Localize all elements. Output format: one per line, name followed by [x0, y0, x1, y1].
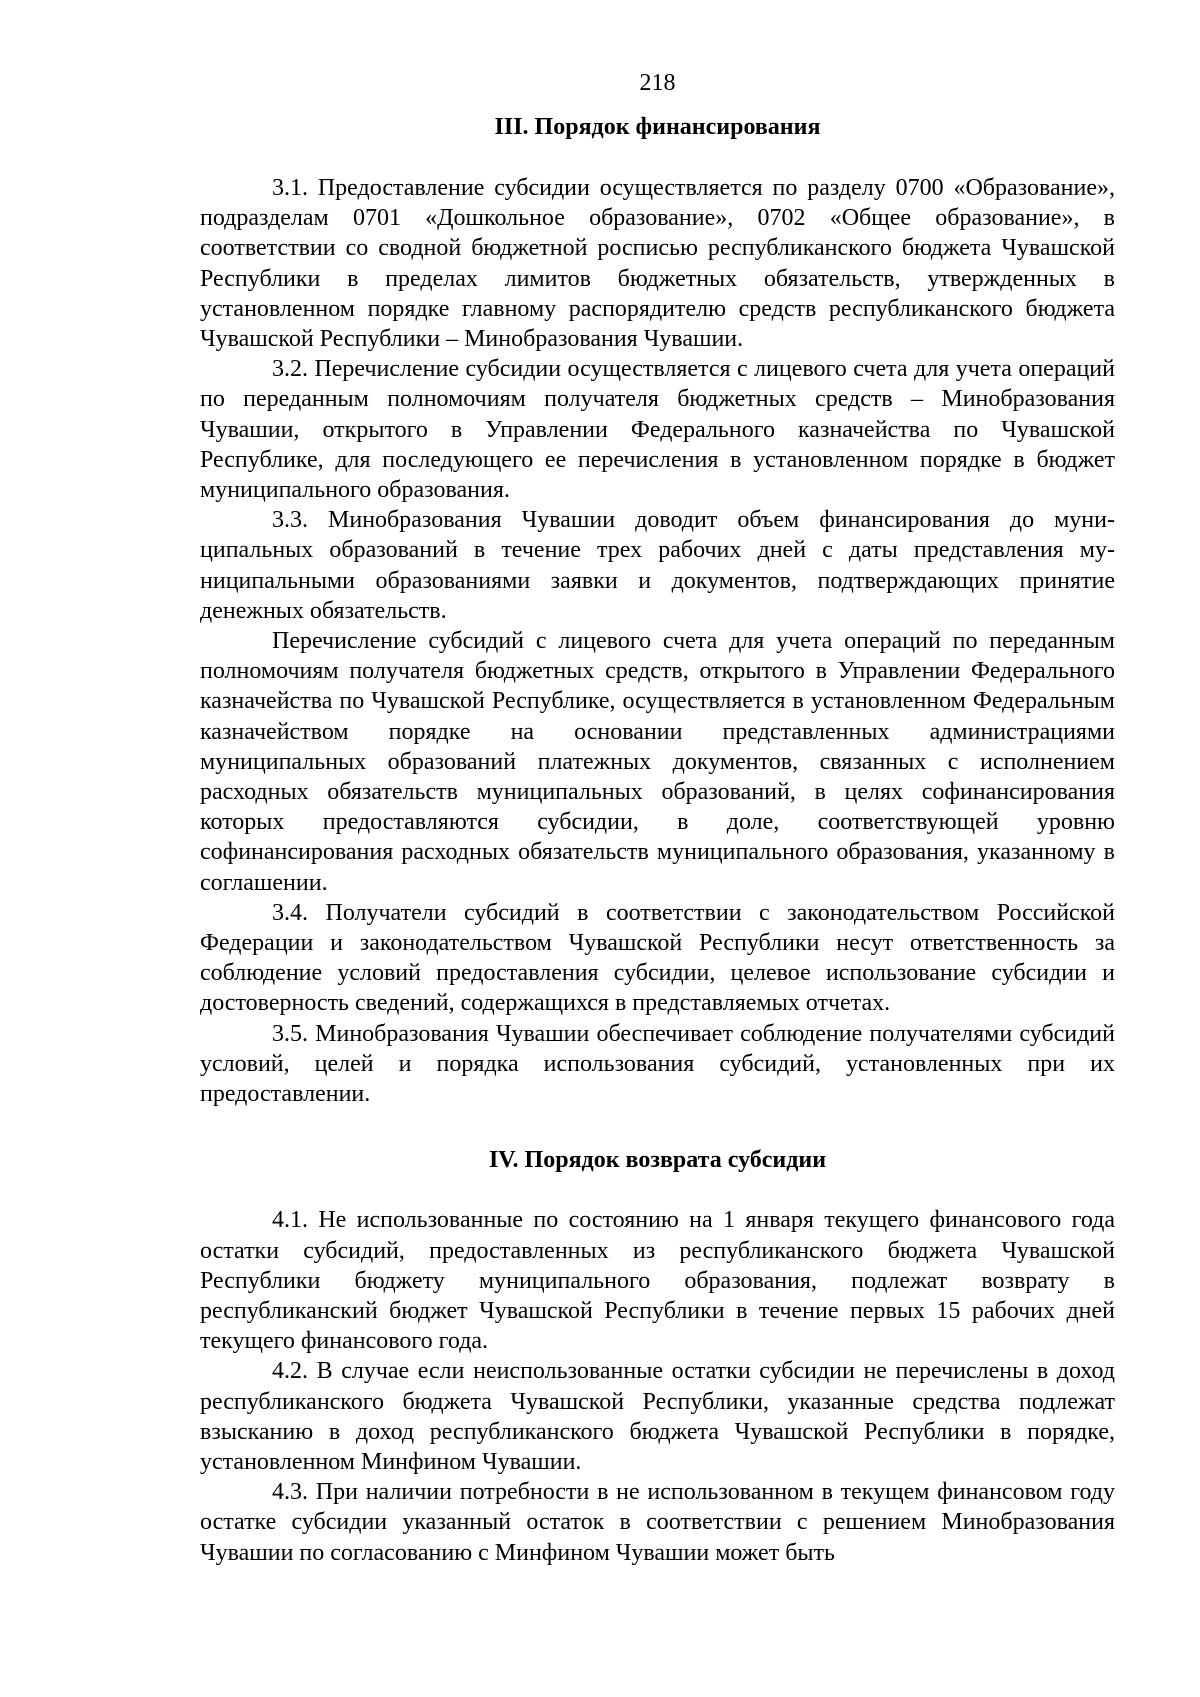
paragraph-3-2: 3.2. Перечисление субсидии осуществляется с лицевого счета для учета операций по переданным полномочиям получателя бюджетных средств – Минобразования Чувашии, открытого в Управлении Федерального казначейства по Чувашской Республике, для последующего ее перечисления в установленном порядке в бюджет муниципального образования. — [200, 356, 1115, 504]
document-page — [200, 68, 1115, 1568]
page-number: 218 — [639, 70, 676, 96]
paragraph-4-3: 4.3. При наличии потребности в не использованном в текущем финансовом году остатке субсидии указанный остаток в соответствии с решением Минобразования Чувашии по согласованию с Минфином Чувашии может быть — [200, 1479, 1115, 1566]
section-heading-financing: III. Порядок финансирования — [494, 114, 821, 140]
paragraph-4-1: 4.1. Не использованные по состоянию на 1 января текущего финансового года остатки субсидий, предоставленных из республиканского бюджета Чувашской Республики бюджету муниципального образования, подлежат возврату в республиканский бюджет Чувашской Республики в течение первых 15 рабочих дней текущего финансового года. — [200, 1207, 1115, 1355]
paragraph-3-3-transfer: Перечисление субсидий с лицевого счета для учета операций по переданным полномочиям получателя бюджетных средств, открытого в Управлении Федерального казначейства по Чувашской Республике, осуществляется в установленном Федеральным казначейством порядке на основании представленных администрациями муниципальных образований платежных документов, связанных с исполнением расходных обязательств муниципальных образований, в целях софинансирования которых предоставляются субсидии, в доле, соответствующей уровню софинансирования расходных обязательств муниципального образования, указанному в соглашении. — [200, 628, 1115, 896]
paragraph-3-1: 3.1. Предоставление субсидии осуществляется по разделу 0700 «Образование», подразделам 0701 «Дошкольное образование», 0702 «Общее образование», в соответствии со сводной бюджетной росписью республиканского бюджета Чувашской Республики в пределах лимитов бюджетных обязательств, утвержденных в установленном порядке главному распорядителю средств республиканского бюджета Чувашской Республики – Минобразования Чувашии. — [200, 175, 1115, 353]
section-heading-refund: IV. Порядок возврата субсидии — [488, 1147, 827, 1174]
paragraph-3-3: 3.3. Минобразования Чувашии доводит объем финансирования до муниципальных образований в течение трех рабочих дней с даты представления муниципальными образованиями заявки и документов, подтверждающих принятие денежных обязательств. — [200, 507, 1115, 624]
paragraph-3-4: 3.4. Получатели субсидий в соответствии с законодательством Российской Федерации и законодательством Чувашской Республики несут ответственность за соблюдение условий предоставления субсидии, целевое использование субсидии и достоверность сведений, содержащихся в представляемых отчетах. — [200, 899, 1115, 1017]
paragraph-3-5: 3.5. Минобразования Чувашии обеспечивает соблюдение получателями субсидий условий, целей и порядка использования субсидий, установленных при их предоставлении. — [200, 1020, 1115, 1108]
paragraph-4-2: 4.2. В случае если неиспользованные остатки субсидии не перечислены в доход республиканского бюджета Чувашской Республики, указанные средства подлежат взысканию в доход республиканского бюджета Чувашской Республики в порядке, установленном Минфином Чувашии. — [200, 1358, 1115, 1475]
